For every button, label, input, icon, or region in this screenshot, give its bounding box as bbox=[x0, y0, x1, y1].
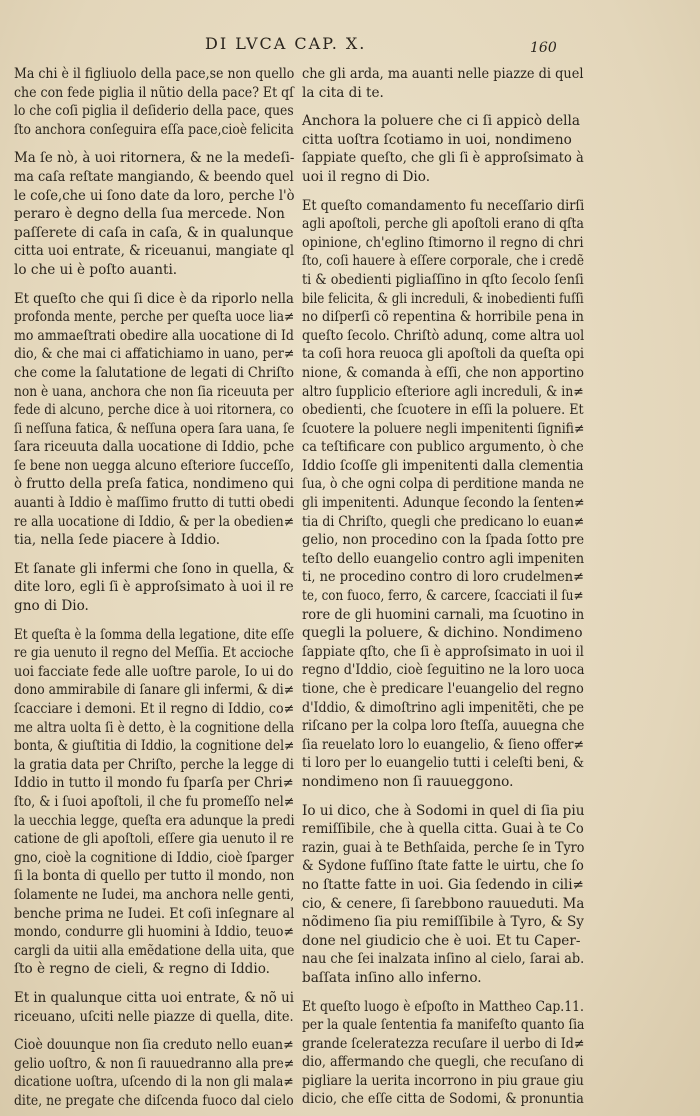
text-line: gelio uoſtro, & non ſi rauuedranno alla pre≠ bbox=[14, 1055, 295, 1072]
paragraph bbox=[302, 112, 584, 186]
text-line: Et queſto comandamento fu neceſſario dirſi bbox=[302, 197, 585, 214]
text-line: che gli arda, ma auanti nelle piazze di quel bbox=[302, 66, 584, 82]
text-line: ſto, & i ſuoi apoſtoli, il che fu promeſſo nel≠ bbox=[14, 793, 295, 810]
text-line: no ſtatte fatte in uoi. Gia ſedendo in cili≠ bbox=[302, 876, 584, 893]
text-line: lo che coſi piglia il deſiderio della pace, ques bbox=[14, 103, 294, 120]
text-line: opinione, ch'eglino ſtimorno il regno di chri bbox=[302, 234, 584, 251]
text-line: dicatione uoſtra, uſcendo di la non gli mala≠ bbox=[14, 1074, 294, 1091]
paragraph-gap bbox=[14, 979, 294, 989]
text-line: citta uoi entrate, & riceuanui, mangiate ql bbox=[14, 243, 295, 260]
text-line: agli apoſtoli, perche gli apoſtoli erano di qſta bbox=[302, 216, 584, 233]
text-line: riſcano per la colpa loro ſteſſa, auuegna che bbox=[302, 718, 585, 735]
text-line: quegli la poluere, & dichino. Nondimeno bbox=[302, 625, 583, 642]
text-line: obedienti, che ſcuotere in eſſi la poluere. Et bbox=[302, 402, 584, 419]
text-line: Cioè douunque non ſia creduto nello euan≠ bbox=[14, 1037, 294, 1054]
text-line: ma caſa reſtate mangiando, & beendo quel bbox=[14, 168, 294, 185]
text-line: ò frutto della preſa fatica, nondimeno qui bbox=[14, 476, 294, 493]
text-line: re alla uocatione di Iddio, & per la obedien≠ bbox=[14, 513, 295, 530]
text-line: gno, cioè la cognitione di Iddio, cioè ſparger bbox=[14, 849, 294, 866]
text-line: riceuano, uſciti nelle piazze di quella, dite. bbox=[14, 1008, 294, 1025]
text-line: nõdimeno ſia piu remiſſibile à Tyro, & Sy bbox=[302, 914, 584, 931]
text-line: ſto, coſi hauere à eſſere corporale, che i credẽ bbox=[302, 253, 584, 270]
text-line: Ma chi è il figliuolo della pace,se non quello bbox=[14, 66, 295, 82]
text-line: nau che ſei inalzata inſino al cielo, ſarai ab. bbox=[302, 951, 585, 968]
text-line: queſto ſecolo. Chriſtò adunq, come altra uol bbox=[302, 327, 585, 344]
text-line: done nel giudicio che è uoi. Et tu Caper- bbox=[302, 932, 581, 949]
text-line: per la quale ſententia fa manifeſto quanto ſia bbox=[302, 1017, 585, 1034]
text-line: teſto dello euangelio contro agli impeniten bbox=[302, 550, 585, 567]
text-line: dio, & che mai ci affatichiamo in uano, per≠ bbox=[14, 346, 295, 363]
paragraph-gap bbox=[302, 792, 584, 802]
text-line: cio, & cenere, ſi ſarebbono rauueduti. Ma bbox=[302, 895, 585, 912]
text-line: gli impenitenti. Adunque ſecondo la ſenten≠ bbox=[302, 495, 585, 512]
paragraph bbox=[14, 1036, 294, 1110]
text-line: gno di Dio. bbox=[14, 598, 89, 615]
left-column bbox=[14, 65, 294, 1110]
paragraph-gap bbox=[14, 280, 294, 290]
text-line: Et queſto luogo è eſpoſto in Mattheo Cap.11. bbox=[302, 998, 584, 1015]
paragraph-gap bbox=[302, 187, 584, 197]
text-line: ſcuotere la poluere negli impenitenti ſignifi≠ bbox=[302, 420, 585, 437]
text-line: Iddio in tutto il mondo fu ſparſa per Chri≠ bbox=[14, 775, 294, 792]
page-number: 160 bbox=[530, 40, 557, 56]
text-line: la gratia data per Chriſto, perche la legge di bbox=[14, 756, 294, 773]
text-line: le coſe,che ui ſono date da loro, perche l'ò bbox=[14, 187, 295, 204]
text-line: auanti à Iddio è maſſimo frutto di tutti obedi bbox=[14, 495, 294, 512]
paragraph-gap bbox=[14, 550, 294, 560]
text-line: ſua, ò che ogni colpa di perditione manda ne bbox=[302, 476, 584, 493]
text-line: Et in qualunque citta uoi entrate, & nõ ui bbox=[14, 989, 294, 1006]
paragraph-gap bbox=[302, 988, 584, 998]
text-line: uoi facciate fede alle uoſtre parole, Io ui do bbox=[14, 663, 294, 680]
text-line: tia di Chriſto, quegli che predicano lo euan≠ bbox=[302, 513, 585, 530]
text-line: altro ſupplicio eſteriore agli increduli, & in≠ bbox=[302, 383, 584, 400]
text-line: baſſata inſino allo inferno. bbox=[302, 969, 482, 986]
text-line: fede di alcuno, perche dice à uoi ritornera, co bbox=[14, 402, 294, 419]
text-line: peraro è degno della ſua mercede. Non bbox=[14, 206, 285, 223]
text-line: Et queſta è la ſomma della legatione, dite eſſe bbox=[14, 626, 295, 643]
text-line: Ma ſe nò, à uoi ritornera, & ne la medeſi- bbox=[14, 150, 295, 167]
text-line: no diſperſi cõ repentina & horribile pena in bbox=[302, 309, 584, 326]
text-line: ſto anchora conſeguira eſſa pace,cioè felicita bbox=[14, 121, 294, 138]
text-line: lo che ui è poſto auanti. bbox=[14, 261, 178, 278]
text-line: ſappiate queſto, che gli ſi è approſsimato à bbox=[302, 150, 584, 167]
paragraph bbox=[14, 989, 294, 1026]
text-line: regno d'Iddio, cioè ſeguitino ne la loro uoca bbox=[302, 662, 585, 679]
text-line: pigliare la uerita incorrono in piu graue giu bbox=[302, 1072, 584, 1089]
text-line: paſſerete di caſa in caſa, & in qualunque bbox=[14, 224, 294, 241]
text-line: & Sydone fuſſino ſtate fatte le uirtu, che ſo bbox=[302, 858, 584, 875]
text-line: tia, nella ſede piacere à Iddio. bbox=[14, 532, 221, 549]
text-line: ſto è regno de cieli, & regno di Iddio. bbox=[14, 961, 270, 978]
text-line: ſara riceuuta dalla uocatione di Iddio, pche bbox=[14, 439, 295, 456]
text-line: ſi la bonta di quello per tutto il mondo, non bbox=[14, 868, 295, 885]
text-line: ti & obedienti pigliaſſino in qſto ſecolo ſenſi bbox=[302, 271, 584, 288]
paragraph bbox=[302, 65, 584, 102]
paragraph-gap bbox=[14, 139, 294, 149]
text-line: che con fede piglia il nũtio della pace? Et qſ bbox=[14, 84, 294, 101]
text-line: re gia uenuto il regno del Meſſia. Et accioche bbox=[14, 645, 294, 662]
paragraph bbox=[14, 626, 294, 979]
text-line: ſappiate qſto, che ſi è approſsimato in uoi il bbox=[302, 643, 584, 660]
text-line: cargli da uitii alla emẽdatione della uita, que bbox=[14, 942, 295, 959]
text-line: Et ſanate gli infermi che ſono in quella, & bbox=[14, 560, 295, 577]
text-line: non è uana, anchora che non ſia riceuuta per bbox=[14, 383, 294, 400]
text-line: me altra uolta ſi è detto, è la cognitione della bbox=[14, 719, 295, 736]
text-line: catione de gli apoſtoli, eſſere gia uenuto il re bbox=[14, 831, 294, 848]
running-head: DI LVCA CAP. X. bbox=[205, 34, 367, 53]
paragraph bbox=[14, 560, 294, 616]
text-line: d'Iddio, & dimoſtrino agli impenitẽti, che pe bbox=[302, 699, 585, 716]
text-line: uoi il regno di Dio. bbox=[302, 168, 431, 185]
text-line: gelio, non procedino con la ſpada ſotto pre bbox=[302, 532, 585, 549]
text-line: bonta, & giuſtitia di Iddio, la cognitione del≠ bbox=[14, 738, 295, 755]
text-line: nione, & comanda à eſſi, che non apportino bbox=[302, 364, 585, 381]
text-line: la cita di te. bbox=[302, 84, 384, 101]
text-line: Iddio ſcoſſe gli impenitenti dalla clementia bbox=[302, 457, 584, 474]
paragraph bbox=[302, 998, 584, 1110]
text-line: grande ſceleratezza recuſare il uerbo di Id≠ bbox=[302, 1035, 585, 1052]
text-line: dite loro, egli ſi è approſsimato à uoi il re bbox=[14, 579, 294, 596]
text-line: Anchora la poluere che ci ſi appicò della bbox=[302, 113, 580, 130]
text-line: ſolamente ne Iudei, ma anchora nelle genti, bbox=[14, 886, 295, 903]
text-line: ti loro per lo euangelio tutti i celeſti beni, & bbox=[302, 755, 585, 772]
text-line: nondimeno non ſi rauueggono. bbox=[302, 773, 514, 790]
text-line: Et queſto che qui ſi dice è da riporlo nella bbox=[14, 290, 294, 307]
text-line: ti, ne procedino contro di loro crudelmen≠ bbox=[302, 569, 584, 586]
text-line: te, con fuoco, ferro, & carcere, ſcacciati il ſu≠ bbox=[302, 588, 584, 605]
text-line: ſcacciare i demoni. Et il regno di Iddio, co≠ bbox=[14, 701, 295, 717]
text-line: mondo, condurre gli huomini à Iddio, teuo≠ bbox=[14, 924, 294, 941]
text-line: ca teſtificare con publico argumento, ò che bbox=[302, 439, 584, 456]
text-line: ſe bene non uegga alcuno eſteriore ſucceſſo, bbox=[14, 457, 295, 474]
paragraph bbox=[14, 290, 294, 550]
text-line: dite, ne pregate che diſcenda fuoco dal cielo bbox=[14, 1092, 294, 1109]
paragraph bbox=[302, 802, 584, 988]
text-line: ſia reuelato loro lo euangelio, & ſieno offer≠ bbox=[302, 736, 584, 753]
text-line: remiſſibile, che à quella citta. Guai à te Co bbox=[302, 821, 584, 838]
text-line: citta uoſtra ſcotiamo in uoi, nondimeno bbox=[302, 131, 572, 148]
text-line: razin, guai à te Bethſaida, perche ſe in Tyro bbox=[302, 839, 585, 856]
paragraph bbox=[14, 65, 294, 139]
text-line: dio, affermando che quegli, che recuſano di bbox=[302, 1054, 584, 1071]
text-line: ſi neſſuna fatica, & neſſuna opera ſara uana, ſe bbox=[14, 420, 295, 437]
text-line: dono ammirabile di ſanare gli infermi, & di≠ bbox=[14, 682, 295, 699]
text-line: ta coſi hora reuoca gli apoſtoli da queſta opi bbox=[302, 346, 585, 363]
right-column bbox=[302, 65, 584, 1109]
text-line: benche prima ne Iudei. Et coſi inſegnare al bbox=[14, 905, 295, 922]
paragraph-gap bbox=[14, 616, 294, 626]
paragraph bbox=[14, 149, 294, 279]
paragraph bbox=[302, 197, 584, 792]
paragraph-gap bbox=[14, 1026, 294, 1036]
text-line: mo ammaeſtrati obedire alla uocatione di Id bbox=[14, 327, 294, 344]
text-line: la uecchia legge, queſta era adunque la predi bbox=[14, 812, 295, 829]
text-line: Io ui dico, che à Sodomi in quel di ſia piu bbox=[302, 802, 585, 819]
text-line: rore de gli huomini carnali, ma ſcuotino in bbox=[302, 606, 585, 623]
text-line: profonda mente, perche per queſta uoce lia≠ bbox=[14, 309, 295, 326]
text-line: bile felicita, & gli increduli, & inobedienti fuſſi bbox=[302, 290, 584, 307]
paragraph-gap bbox=[302, 102, 584, 112]
text-line: dicio, che eſſe citta de Sodomi, & pronuntia bbox=[302, 1091, 584, 1108]
text-line: tione, che è predicare l'euangelio del regno bbox=[302, 681, 584, 697]
text-line: che come la ſalutatione de legati di Chriſto bbox=[14, 364, 294, 381]
